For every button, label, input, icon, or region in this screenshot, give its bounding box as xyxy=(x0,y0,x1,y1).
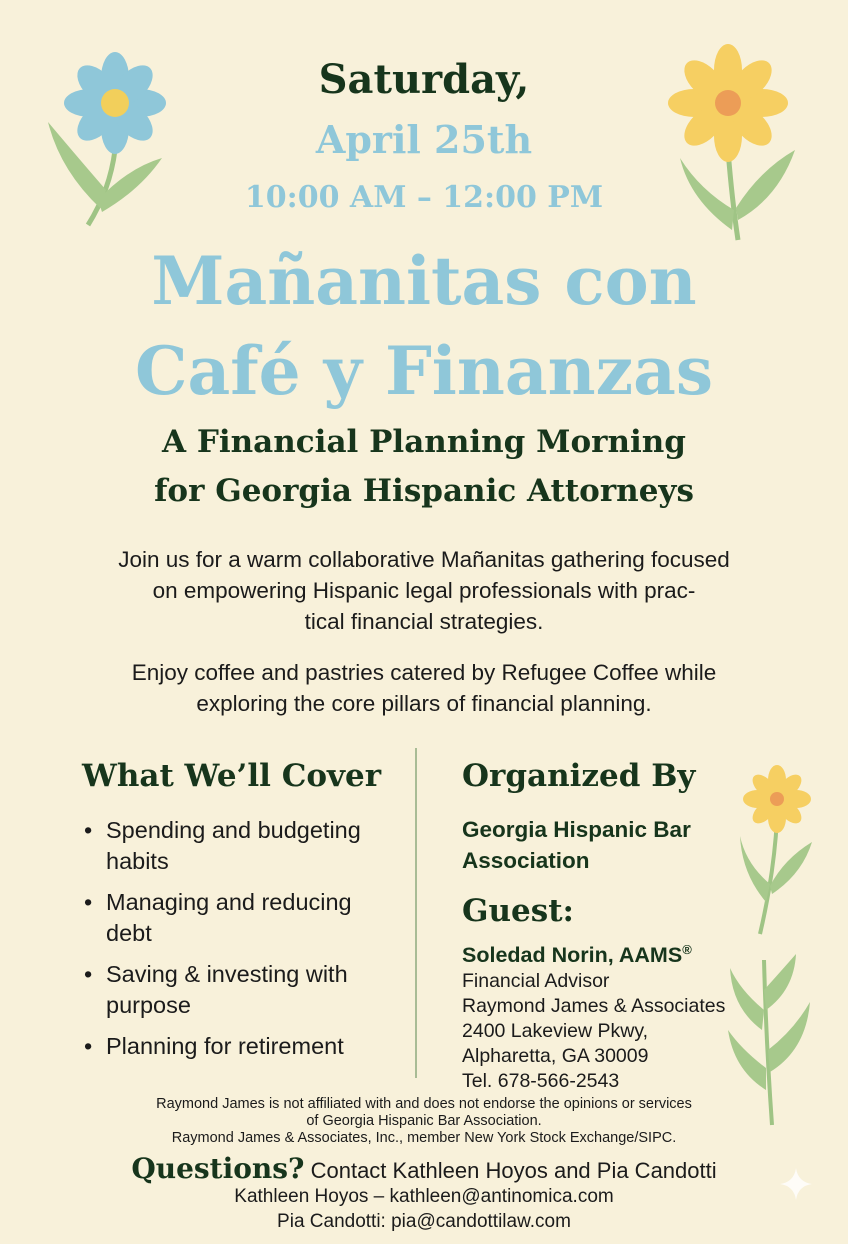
list-item: • Saving & investing with purpose xyxy=(82,959,402,1021)
event-time: 10:00 AM – 12:00 PM xyxy=(244,180,604,215)
column-divider xyxy=(415,748,417,1078)
questions-text: Contact Kathleen Hoyos and Pia Candotti xyxy=(310,1158,717,1183)
small-yellow-flower-icon xyxy=(732,764,822,939)
guest-address-line1: 2400 Lakeview Pkwy, xyxy=(462,1020,649,1042)
cover-heading: What We’ll Cover xyxy=(82,758,382,794)
enjoy-line: Enjoy coffee and pastries catered by Refugee Coffee while xyxy=(131,660,717,685)
intro-line: on empowering Hispanic legal professionals with prac- xyxy=(152,578,696,603)
disclaimer-line: Raymond James is not affiliated with and does not endorse the opinions or services xyxy=(156,1096,692,1112)
event-day: Saturday, xyxy=(318,56,530,103)
guest-name-text: Soledad Norin, AAMS xyxy=(462,943,683,968)
disclaimer-line: of Georgia Hispanic Bar Association. xyxy=(306,1113,542,1129)
list-item: • Planning for retirement xyxy=(82,1031,402,1062)
event-date: April 25th xyxy=(315,117,533,162)
intro-line: Join us for a warm collaborative Mañanitas gathering focused xyxy=(118,547,730,572)
guest-address-line2: Alpharetta, GA 30009 xyxy=(462,1045,649,1067)
questions-line xyxy=(0,1152,848,1185)
registered-mark: ® xyxy=(682,942,692,957)
contact-kathleen: Kathleen Hoyos – kathleen@antinomica.com xyxy=(234,1186,614,1207)
intro-line: tical financial strategies. xyxy=(304,609,544,634)
organizer-heading: Organized By xyxy=(462,758,696,794)
disclaimer-line: Raymond James & Associates, Inc., member New York Stock Exchange/SIPC. xyxy=(171,1130,677,1146)
contact-pia: Pia Candotti: pia@candottilaw.com xyxy=(277,1211,571,1232)
subtitle-line1: A Financial Planning Morning xyxy=(162,424,686,460)
subtitle-line2: for Georgia Hispanic Attorneys xyxy=(154,473,694,509)
event-title-line2: Café y Finanzas xyxy=(134,332,714,410)
event-title-line1: Mañanitas con xyxy=(151,242,697,320)
guest-name xyxy=(462,942,692,968)
list-item: • Spending and budgeting habits xyxy=(82,815,402,877)
disclaimer xyxy=(0,1096,848,1147)
guest-title: Financial Advisor xyxy=(462,970,610,992)
questions-label: Questions? xyxy=(131,1152,305,1185)
intro-paragraph xyxy=(74,544,774,637)
list-item: • Managing and reducing debt xyxy=(82,887,402,949)
enjoy-line: exploring the core pillars of financial planning. xyxy=(196,691,652,716)
guest-heading: Guest: xyxy=(462,893,574,929)
enjoy-paragraph xyxy=(74,657,774,719)
guest-phone: Tel. 678-566-2543 xyxy=(462,1070,620,1092)
organizer-name: Georgia Hispanic Bar Association xyxy=(462,817,691,873)
cover-list xyxy=(82,815,402,1072)
guest-firm: Raymond James & Associates xyxy=(462,995,726,1017)
